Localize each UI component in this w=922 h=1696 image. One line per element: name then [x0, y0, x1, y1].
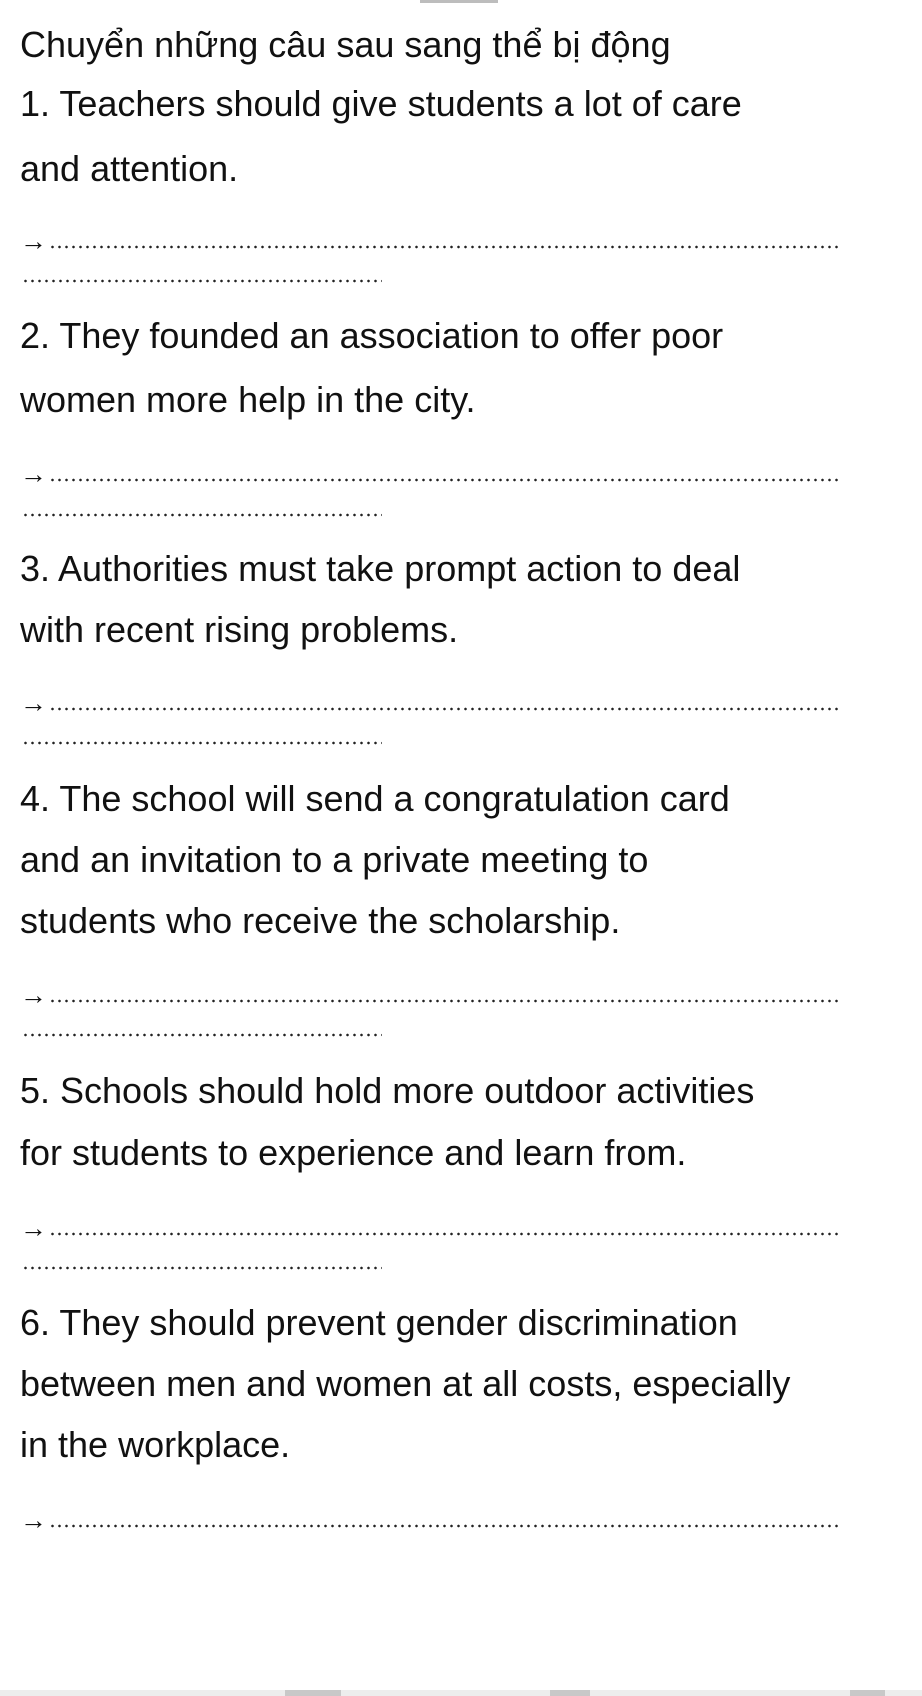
question-2-answer-line[interactable] — [20, 444, 839, 489]
question-3-line-2: with recent rising problems. — [20, 609, 459, 650]
question-3-answer-line[interactable] — [20, 673, 839, 718]
question-1-line-2: and attention. — [20, 148, 239, 189]
question-4-line-1: 4. The school will send a congratulation card — [20, 778, 730, 819]
question-2-answer-continuation[interactable] — [22, 511, 382, 519]
question-4-line-3: students who receive the scholarship. — [20, 900, 621, 941]
question-1-answer-line[interactable] — [20, 211, 839, 256]
question-4-line-2: and an invitation to a private meeting to — [20, 839, 649, 880]
question-2-line-1: 2. They founded an association to offer poor — [20, 315, 724, 356]
dotted-answer-blank — [49, 1230, 839, 1238]
arrow-icon: → — [20, 980, 47, 1010]
dotted-answer-blank — [49, 705, 839, 713]
dotted-answer-blank — [49, 243, 839, 251]
bottom-edge-mark — [285, 1690, 341, 1696]
question-1-answer-continuation[interactable] — [22, 277, 382, 285]
dotted-answer-blank — [49, 1522, 839, 1530]
question-5-answer-continuation[interactable] — [22, 1264, 382, 1272]
arrow-icon: → — [20, 688, 47, 718]
worksheet-title: Chuyển những câu sau sang thể bị động — [20, 24, 671, 65]
question-6-line-1: 6. They should prevent gender discrimination — [20, 1302, 738, 1343]
top-edge-mark — [420, 0, 498, 3]
bottom-edge-mark — [550, 1690, 590, 1696]
arrow-icon: → — [20, 1213, 47, 1243]
bottom-edge-mark — [850, 1690, 885, 1696]
question-1-line-1: 1. Teachers should give students a lot of care — [20, 83, 742, 124]
dotted-answer-blank — [49, 997, 839, 1005]
arrow-icon: → — [20, 1505, 47, 1535]
arrow-icon: → — [20, 459, 47, 489]
question-6-answer-line[interactable] — [20, 1490, 839, 1535]
bottom-edge-strip — [0, 1690, 922, 1696]
question-5-answer-line[interactable] — [20, 1198, 839, 1243]
question-2-line-2: women more help in the city. — [20, 379, 476, 420]
question-6-line-3: in the workplace. — [20, 1424, 291, 1465]
dotted-answer-blank — [49, 476, 839, 484]
question-5-line-1: 5. Schools should hold more outdoor activities — [20, 1070, 755, 1111]
question-4-answer-line[interactable] — [20, 965, 839, 1010]
question-3-answer-continuation[interactable] — [22, 739, 382, 747]
arrow-icon: → — [20, 226, 47, 256]
question-4-answer-continuation[interactable] — [22, 1031, 382, 1039]
question-6-line-2: between men and women at all costs, especially — [20, 1363, 791, 1404]
question-3-line-1: 3. Authorities must take prompt action to deal — [20, 548, 741, 589]
question-5-line-2: for students to experience and learn from. — [20, 1132, 687, 1173]
